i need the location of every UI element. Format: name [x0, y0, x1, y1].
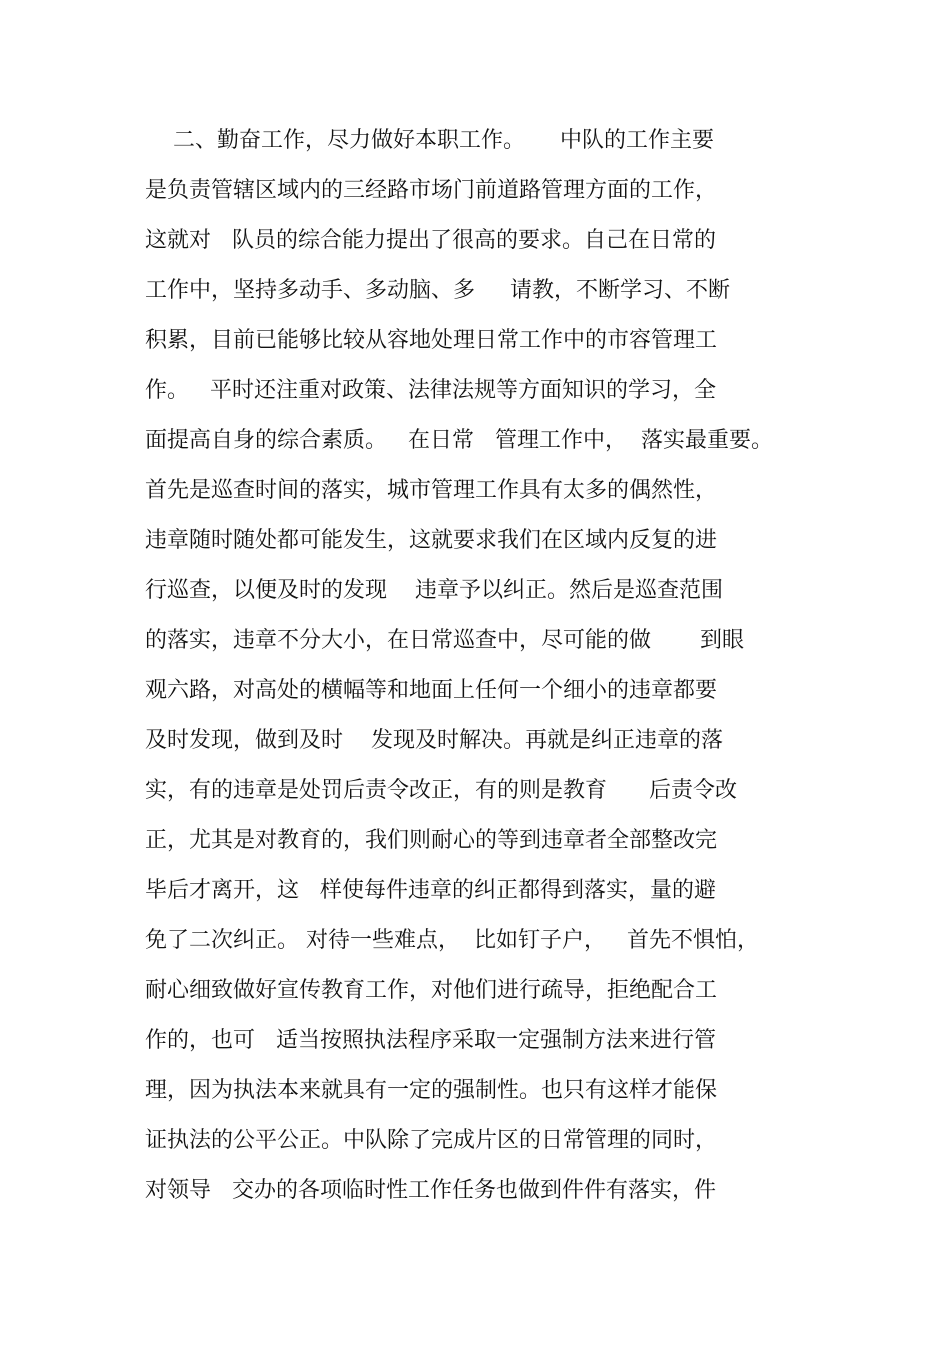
text-line: 实，有的违章是处罚后责令改正，有的则是教育 后责令改 — [145, 778, 737, 803]
text-line: 首先是巡查时间的落实，城市管理工作具有太多的偶然性， — [145, 478, 718, 503]
text-line: 作的，也可 适当按照执法程序采取一定强制方法来进行管 — [145, 1028, 716, 1053]
text-line: 违章随时随处都可能发生，这就要求我们在区域内反复的进 — [145, 528, 718, 553]
text-line: 耐心细致做好宣传教育工作，对他们进行疏导，拒绝配合工 — [145, 978, 718, 1003]
body-text — [145, 116, 845, 1216]
text-line: 证执法的公平公正。中队除了完成片区的日常管理的同时， — [145, 1128, 718, 1153]
text-line: 对领导 交办的各项临时性工作任务也做到件件有落实，件 — [145, 1178, 716, 1203]
text-line: 免了二次纠正。 对待一些难点， 比如钉子户， 首先不惧怕， — [145, 928, 759, 953]
text-line: 积累，目前已能够比较从容地处理日常工作中的市容管理工 — [145, 328, 718, 353]
text-line: 行巡查，以便及时的发现 违章予以纠正。然后是巡查范围 — [145, 578, 723, 603]
text-line: 面提高自身的综合素质。 在日常 管理工作中， 落实最重要。 — [145, 428, 773, 453]
text-line: 的落实，违章不分大小，在日常巡查中，尽可能的做 到眼 — [145, 628, 744, 653]
text-line: 是负责管辖区域内的三经路市场门前道路管理方面的工作， — [145, 178, 718, 203]
text-line: 工作中，坚持多动手、多动脑、多 请教，不断学习、不断 — [145, 278, 730, 303]
text-line: 毕后才离开，这 样使每件违章的纠正都得到落实，量的避 — [145, 878, 716, 903]
text-line: 观六路，对高处的横幅等和地面上任何一个细小的违章都要 — [145, 678, 718, 703]
text-line: 理，因为执法本来就具有一定的强制性。也只有这样才能保 — [145, 1078, 718, 1103]
text-line: 这就对 队员的综合能力提出了很高的要求。自己在日常的 — [145, 228, 716, 253]
text-line: 二、勤奋工作，尽力做好本职工作。 中队的工作主要 — [145, 128, 714, 153]
text-line: 正，尤其是对教育的，我们则耐心的等到违章者全部整改完 — [145, 828, 718, 853]
text-line: 及时发现，做到及时 发现及时解决。再就是纠正违章的落 — [145, 728, 723, 753]
text-line: 作。 平时还注重对政策、法律法规等方面知识的学习，全 — [145, 378, 716, 403]
